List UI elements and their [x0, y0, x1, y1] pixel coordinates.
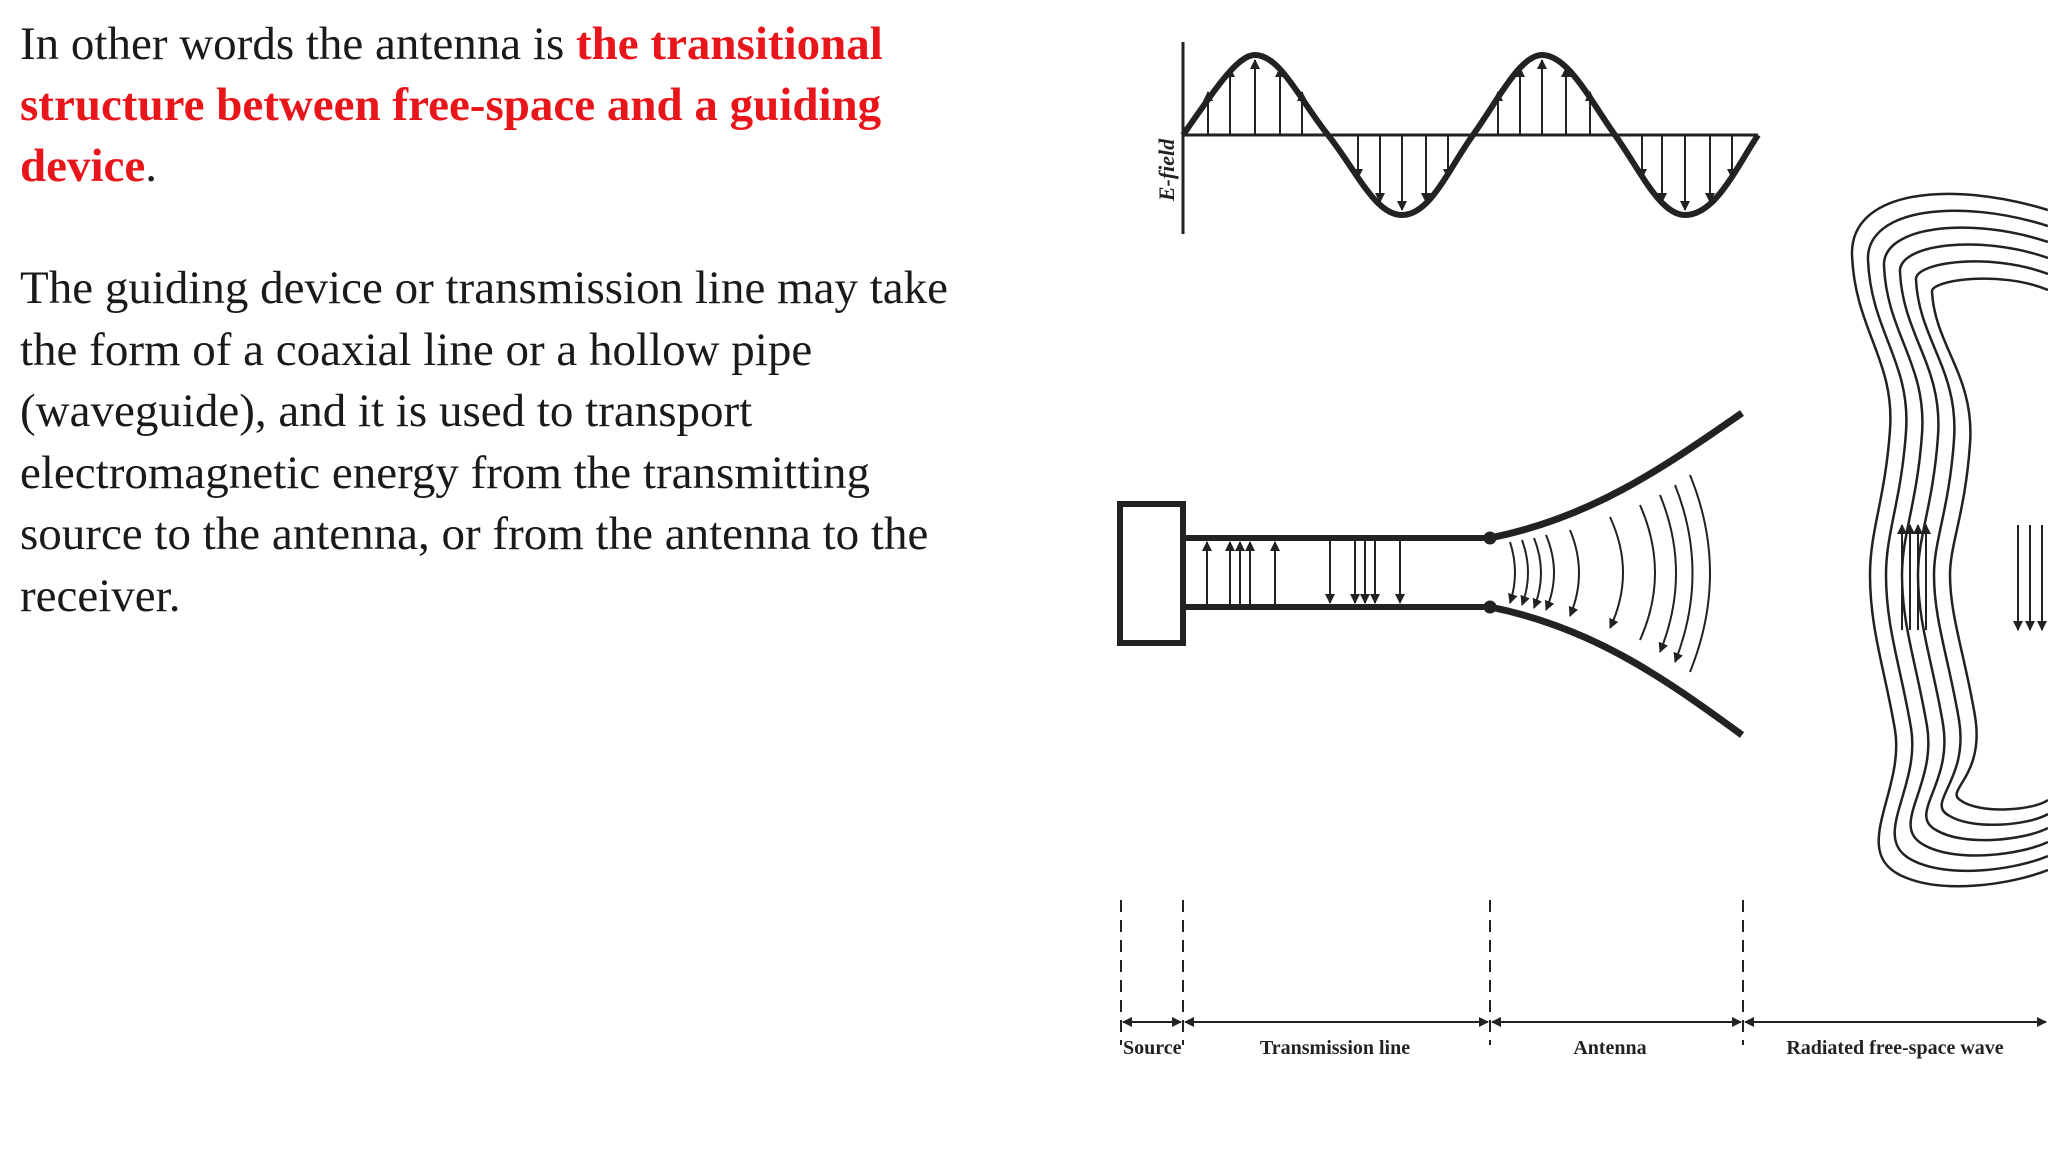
e-field-label: E-field — [1154, 138, 1179, 202]
text-block — [20, 14, 960, 627]
e-field-wave — [1183, 42, 1758, 234]
region-label-source: Source — [1123, 1037, 1182, 1059]
region-dividers — [1121, 900, 1743, 1045]
source-box — [1120, 504, 1183, 643]
region-label-transmission-line: Transmission line — [1259, 1037, 1411, 1059]
region-label-radiated-wave: Radiated free-space wave — [1786, 1037, 2004, 1059]
intro-highlight: the transitional structure between free-space and a guiding device — [20, 18, 883, 192]
intro-paragraph — [20, 14, 960, 197]
antenna-diagram — [1090, 30, 2048, 1090]
horn-field-lines — [1510, 475, 1710, 672]
guiding-device-paragraph: The guiding device or transmission line may take the form of a coaxial line or a hollow pipe (waveguide), and it is used to transport electromagnetic energy from the transmitting source to the antenna, or from the antenna to the receiver. — [20, 262, 949, 622]
transmission-line — [1183, 532, 1496, 613]
antenna-horn — [1490, 413, 1742, 735]
line-field-vectors — [1207, 540, 1400, 605]
radiated-wave — [1852, 194, 2048, 886]
intro-lead: In other words the antenna is — [20, 18, 577, 70]
intro-end: . — [145, 140, 158, 192]
region-label-antenna: Antenna — [1573, 1037, 1647, 1059]
radiated-field-vectors — [1902, 525, 2042, 630]
